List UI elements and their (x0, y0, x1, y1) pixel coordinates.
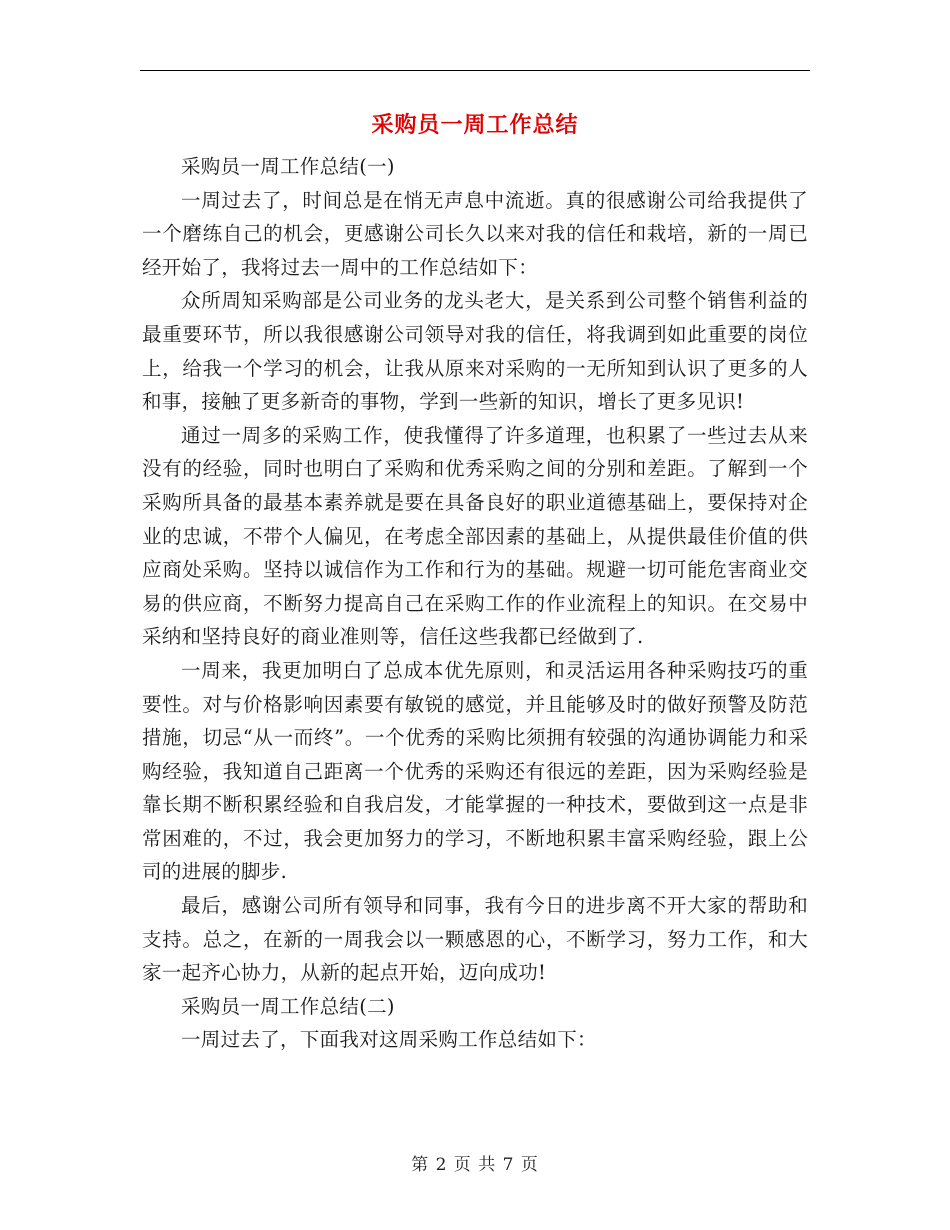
paragraph-intro: 一周过去了，时间总是在悄无声息中流逝。真的很感谢公司给我提供了一个磨练自己的机会，更感谢公司长久以来对我的信任和栽培，新的一周已经开始了，我将过去一周中的工作总结如下： (142, 188, 808, 279)
document-title: 采购员一周工作总结 (371, 112, 579, 138)
paragraph-cost-principle: 一周来，我更加明白了总成本优先原则，和灵活运用各种采购技巧的重要性。对与价格影响因素要有敏锐的感觉，并且能够及时的做好预警及防范措施，切忌“从一而终”。一个优秀的采购比须拥有较强的沟通协调能力和采购经验，我知道自己距离一个优秀的采购还有很远的差距，因为采购经验是靠长期不断积累经验和自我启发，才能掌握的一种技术，要做到这一点是非常困难的，不过，我会更加努力的学习，不断地积累丰富采购经验，跟上公司的进展的脚步. (142, 658, 808, 884)
document-body (142, 150, 808, 1057)
page-number-footer: 第 2 页 共 7 页 (411, 1155, 539, 1175)
paragraph-section2-intro: 一周过去了，下面我对这周采购工作总结如下： (181, 1028, 597, 1052)
paragraph-closing: 最后，感谢公司所有领导和同事，我有今日的进步离不开大家的帮助和支持。总之，在新的一周我会以一颗感恩的心，不断学习，努力工作，和大家一起齐心协力，从新的起点开始，迈向成功! (142, 894, 808, 985)
section-heading-1: 采购员一周工作总结(一) (181, 155, 395, 178)
paragraph-experience: 通过一周多的采购工作，使我懂得了许多道理，也积累了一些过去从来没有的经验，同时也明白了采购和优秀采购之间的分别和差距。了解到一个采购所具备的最基本素养就是要在具备良好的职业道德基础上，要保持对企业的忠诚，不带个人偏见，在考虑全部因素的基础上，从提供最佳价值的供应商处采购。坚持以诚信作为工作和行为的基础。规避一切可能危害商业交易的供应商，不断努力提高自己在采购工作的作业流程上的知识。在交易中采纳和坚持良好的商业准则等，信任这些我都已经做到了. (142, 423, 808, 649)
header-rule (140, 70, 810, 71)
section-heading-2: 采购员一周工作总结(二) (181, 994, 395, 1018)
paragraph-role: 众所周知采购部是公司业务的龙头老大，是关系到公司整个销售利益的最重要环节，所以我很感谢公司领导对我的信任，将我调到如此重要的岗位上，给我一个学习的机会，让我从原来对采购的一无所知到认识了更多的人和事，接触了更多新奇的事物，学到一些新的知识，增长了更多见识! (142, 289, 808, 414)
